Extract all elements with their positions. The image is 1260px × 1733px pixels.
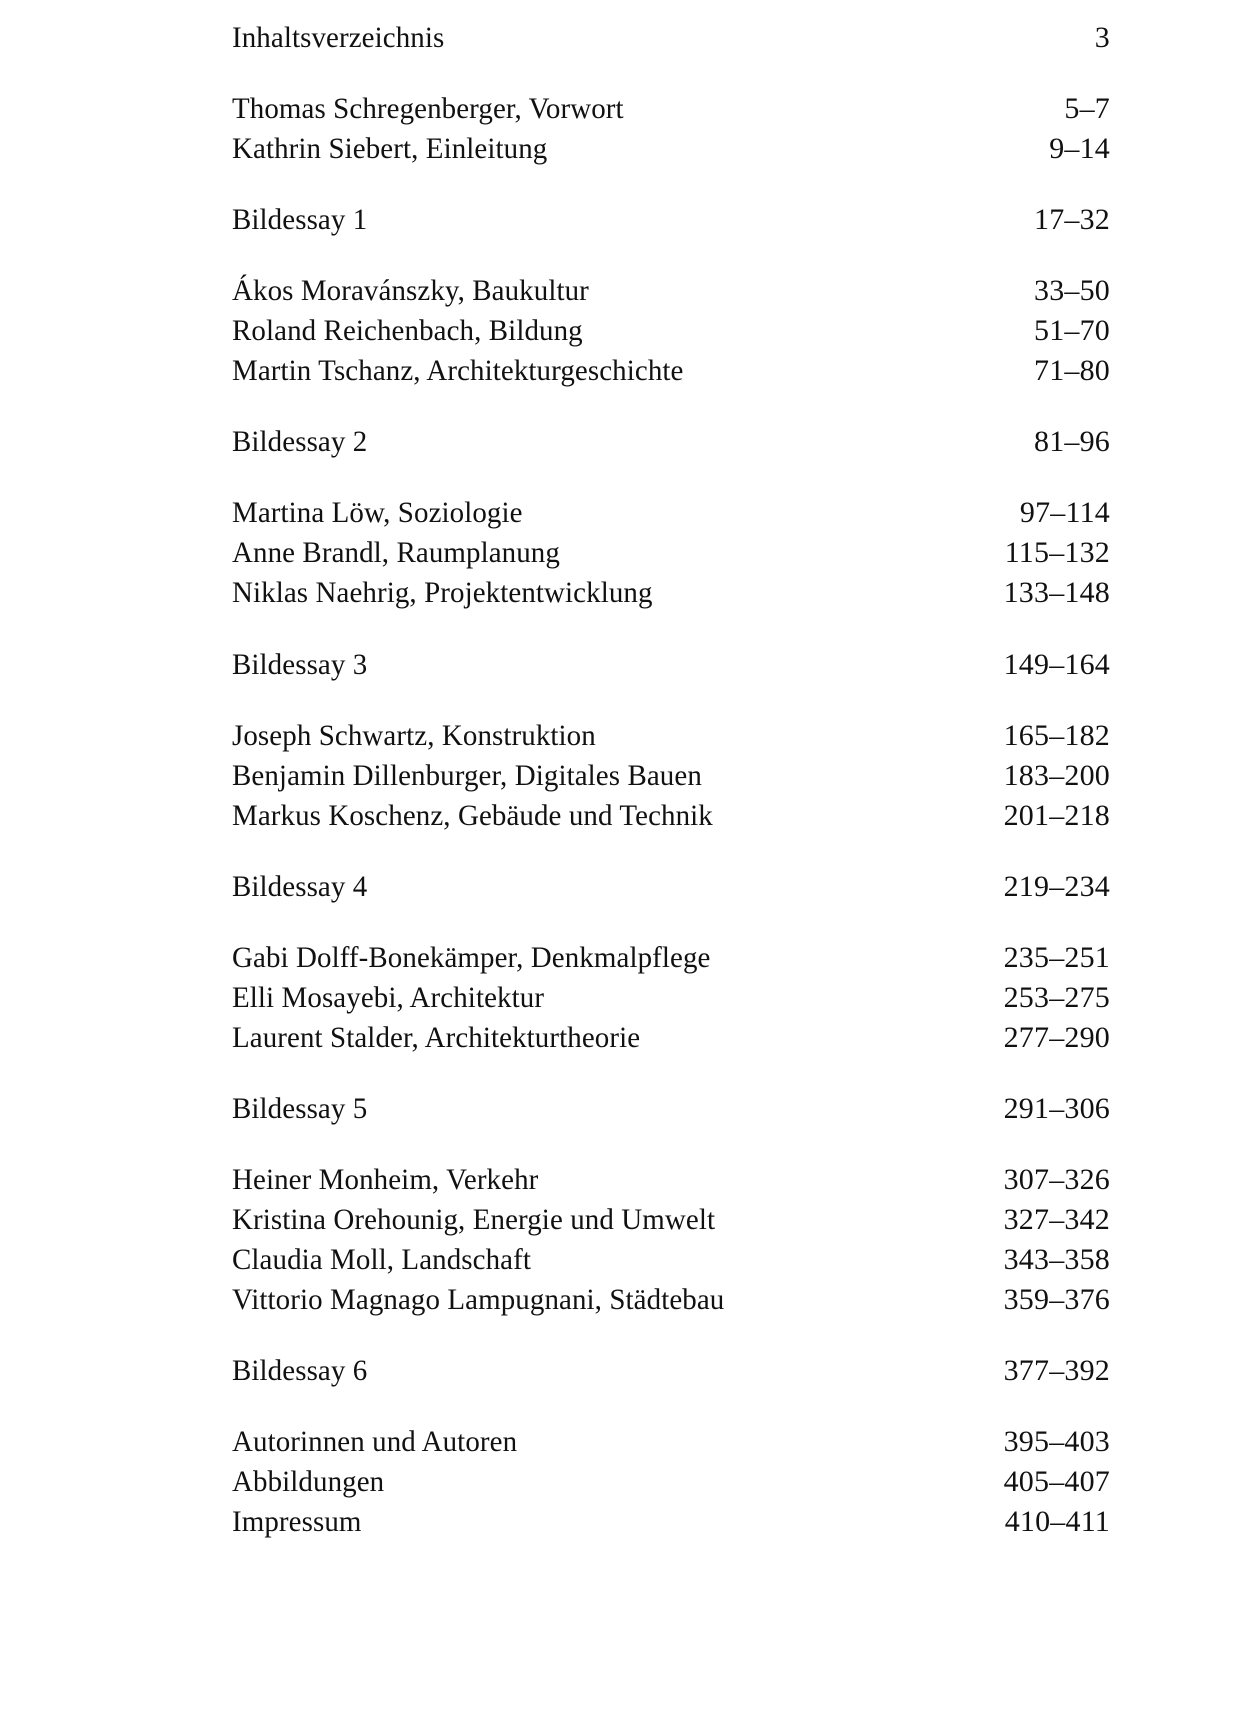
toc-block-bildessay-3 [232,645,1110,685]
toc-entry-title: Impressum [232,1505,362,1539]
toc-entry-pages: 343–358 [1003,1243,1110,1277]
toc-entry-pages: 149–164 [1003,647,1110,681]
toc-entry-title: Roland Reichenbach, Bildung [232,314,583,348]
toc-entry-pages: 183–200 [1003,758,1110,792]
toc-entry-pages: 17–32 [1034,203,1110,237]
toc-entry[interactable] [232,1089,1110,1129]
toc-block-chapters-5 [232,1160,1110,1320]
toc-entry-title: Bildessay 2 [232,425,368,459]
toc-block-heading [232,18,1110,58]
toc-entry-pages: 133–148 [1003,576,1110,610]
toc-entry[interactable] [232,756,1110,796]
toc-entry-pages: 410–411 [1004,1505,1110,1539]
toc-entry-title: Benjamin Dillenburger, Digitales Bauen [232,758,702,792]
toc-entry-pages: 277–290 [1003,1020,1110,1054]
toc-entry-title: Thomas Schregenberger, Vorwort [232,92,624,126]
toc-entry-pages: 33–50 [1034,274,1110,308]
toc-entry[interactable] [232,493,1110,533]
toc-entry-pages: 5–7 [1064,92,1110,126]
toc-entry-pages: 377–392 [1003,1354,1110,1388]
toc-entry-pages: 81–96 [1034,425,1110,459]
toc-entry[interactable] [232,422,1110,462]
toc-entry[interactable] [232,129,1110,169]
toc-entry-pages: 71–80 [1034,354,1110,388]
toc-block-chapters-4 [232,938,1110,1058]
toc-entry[interactable] [232,1422,1110,1462]
toc-entry[interactable] [232,533,1110,573]
toc-entry[interactable] [232,796,1110,836]
toc-entry[interactable] [232,716,1110,756]
toc-entry-pages: 115–132 [1004,536,1110,570]
toc-block-bildessay-1 [232,200,1110,240]
toc-entry-title: Kathrin Siebert, Einleitung [232,132,548,166]
toc-entry-title: Markus Koschenz, Gebäude und Technik [232,798,713,832]
toc-entry-pages: 201–218 [1003,798,1110,832]
toc-entry[interactable] [232,1018,1110,1058]
toc-block-chapters-2 [232,493,1110,613]
toc-entry[interactable] [232,573,1110,613]
toc-entry-title: Bildessay 3 [232,647,368,681]
toc-entry[interactable] [232,200,1110,240]
toc-entry-pages: 307–326 [1003,1162,1110,1196]
toc-entry-title: Autorinnen und Autoren [232,1425,518,1459]
toc-entry[interactable] [232,1351,1110,1391]
toc-entry[interactable] [232,271,1110,311]
toc-block-bildessay-4 [232,867,1110,907]
toc-entry-title: Martina Löw, Soziologie [232,496,523,530]
toc-entry-title: Joseph Schwartz, Konstruktion [232,718,596,752]
toc-block-chapters-1 [232,271,1110,391]
toc-block-bildessay-6 [232,1351,1110,1391]
toc-block-back-matter [232,1422,1110,1542]
toc-entry[interactable] [232,1240,1110,1280]
page-title-row [232,18,1110,58]
toc-entry-title: Heiner Monheim, Verkehr [232,1162,539,1196]
toc-entry[interactable] [232,1160,1110,1200]
toc-entry[interactable] [232,1462,1110,1502]
toc-entry-title: Gabi Dolff-Bonekämper, Denkmalpflege [232,940,711,974]
toc-entry[interactable] [232,1280,1110,1320]
toc-entry[interactable] [232,978,1110,1018]
toc-entry-title: Bildessay 1 [232,203,368,237]
toc-entry-title: Bildessay 6 [232,1354,368,1388]
toc-entry-pages: 253–275 [1003,980,1110,1014]
toc-entry-pages: 291–306 [1003,1091,1110,1125]
toc-entry-title: Kristina Orehounig, Energie und Umwelt [232,1202,716,1236]
toc-entry-pages: 9–14 [1049,132,1110,166]
toc-entry[interactable] [232,351,1110,391]
toc-block-front-matter [232,89,1110,169]
toc-block-chapters-3 [232,716,1110,836]
toc-entry-pages: 235–251 [1003,940,1110,974]
toc-entry-title: Martin Tschanz, Architekturgeschichte [232,354,684,388]
toc-entry[interactable] [232,89,1110,129]
toc-entry-title: Laurent Stalder, Architekturtheorie [232,1020,641,1054]
toc-entry[interactable] [232,311,1110,351]
toc-entry-title: Anne Brandl, Raumplanung [232,536,560,570]
toc-entry[interactable] [232,938,1110,978]
toc-entry[interactable] [232,1502,1110,1542]
toc-entry-title: Claudia Moll, Landschaft [232,1243,531,1277]
toc-block-bildessay-2 [232,422,1110,462]
page-number: 3 [1094,21,1110,54]
toc-entry-title: Ákos Moravánszky, Baukultur [232,274,589,308]
toc-block-bildessay-5 [232,1089,1110,1129]
toc-entry-pages: 395–403 [1003,1425,1110,1459]
page-title: Inhaltsverzeichnis [232,21,445,54]
toc-entry-pages: 359–376 [1003,1283,1110,1317]
toc-entry-title: Bildessay 5 [232,1091,368,1125]
toc-entry-pages: 405–407 [1003,1465,1110,1499]
toc-entry-pages: 219–234 [1003,869,1110,903]
table-of-contents [232,18,1110,1542]
toc-entry[interactable] [232,1200,1110,1240]
toc-entry-title: Abbildungen [232,1465,385,1499]
toc-entry[interactable] [232,867,1110,907]
toc-entry-title: Bildessay 4 [232,869,368,903]
toc-entry-pages: 165–182 [1003,718,1110,752]
toc-entry-pages: 97–114 [1019,496,1110,530]
toc-entry-title: Elli Mosayebi, Architektur [232,980,545,1014]
toc-entry-title: Vittorio Magnago Lampugnani, Städtebau [232,1283,725,1317]
toc-entry[interactable] [232,645,1110,685]
toc-entry-pages: 327–342 [1003,1202,1110,1236]
toc-entry-pages: 51–70 [1034,314,1110,348]
toc-entry-title: Niklas Naehrig, Projektentwicklung [232,576,653,610]
